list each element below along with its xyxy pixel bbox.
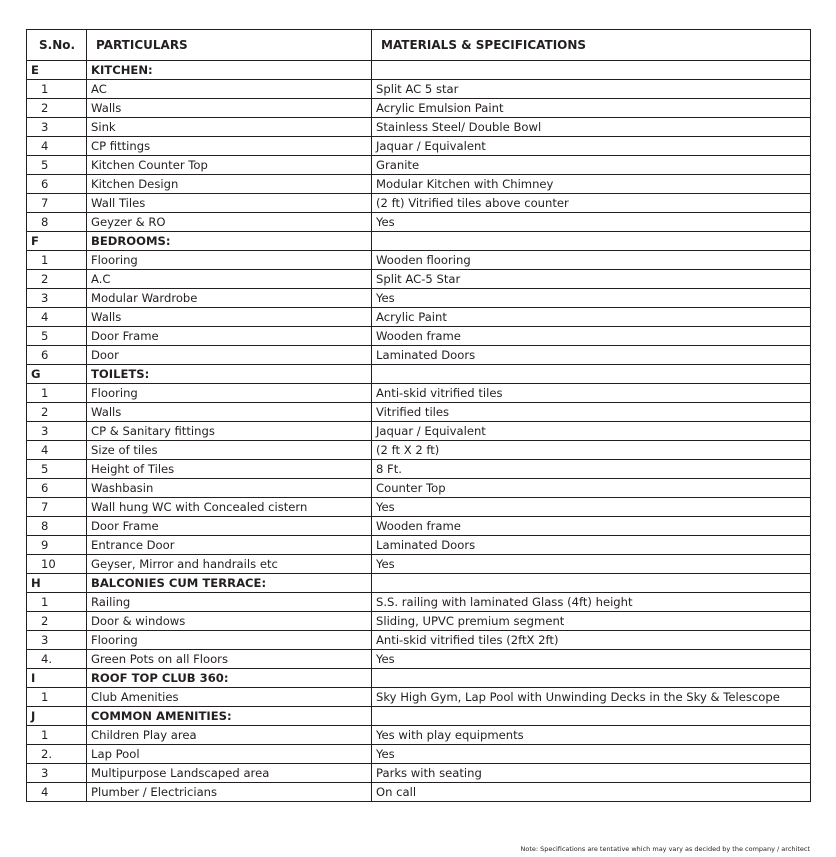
row-particular: Flooring <box>87 384 372 403</box>
row-number: 3 <box>27 118 87 137</box>
row-number: 4 <box>27 783 87 802</box>
row-number: 4 <box>27 308 87 327</box>
row-particular: Height of Tiles <box>87 460 372 479</box>
row-number: 1 <box>27 384 87 403</box>
column-header-sno: S.No. <box>27 30 87 61</box>
section-title: BALCONIES CUM TERRACE: <box>87 574 372 593</box>
row-specification: Wooden frame <box>372 517 811 536</box>
section-title: COMMON AMENITIES: <box>87 707 372 726</box>
table-row <box>27 441 811 460</box>
table-row <box>27 251 811 270</box>
row-particular: Geyser, Mirror and handrails etc <box>87 555 372 574</box>
table-row <box>27 137 811 156</box>
section-title: BEDROOMS: <box>87 232 372 251</box>
row-number: 2 <box>27 612 87 631</box>
row-specification: Acrylic Emulsion Paint <box>372 99 811 118</box>
section-code: H <box>27 574 87 593</box>
row-number: 3 <box>27 764 87 783</box>
row-particular: Walls <box>87 308 372 327</box>
row-particular: Geyzer & RO <box>87 213 372 232</box>
row-specification: Yes <box>372 745 811 764</box>
table-row <box>27 612 811 631</box>
table-row <box>27 536 811 555</box>
row-specification: Stainless Steel/ Double Bowl <box>372 118 811 137</box>
row-specification: Split AC-5 Star <box>372 270 811 289</box>
row-particular: Walls <box>87 99 372 118</box>
row-specification: Sky High Gym, Lap Pool with Unwinding Decks in the Sky & Telescope <box>372 688 811 707</box>
row-particular: Multipurpose Landscaped area <box>87 764 372 783</box>
table-row <box>27 384 811 403</box>
section-title: ROOF TOP CLUB 360: <box>87 669 372 688</box>
table-row <box>27 270 811 289</box>
row-specification: Laminated Doors <box>372 536 811 555</box>
section-empty-cell <box>372 574 811 593</box>
table-row <box>27 593 811 612</box>
row-specification: Yes <box>372 650 811 669</box>
section-row <box>27 574 811 593</box>
row-particular: CP & Sanitary fittings <box>87 422 372 441</box>
row-particular: CP fittings <box>87 137 372 156</box>
column-header-particulars: PARTICULARS <box>87 30 372 61</box>
row-specification: On call <box>372 783 811 802</box>
row-specification: (2 ft) Vitrified tiles above counter <box>372 194 811 213</box>
row-particular: A.C <box>87 270 372 289</box>
table-header-row <box>27 30 811 61</box>
section-row <box>27 232 811 251</box>
row-number: 1 <box>27 688 87 707</box>
table-row <box>27 764 811 783</box>
row-specification: Acrylic Paint <box>372 308 811 327</box>
table-row <box>27 346 811 365</box>
table-row <box>27 194 811 213</box>
row-specification: Yes with play equipments <box>372 726 811 745</box>
row-specification: Yes <box>372 213 811 232</box>
row-number: 4. <box>27 650 87 669</box>
table-row <box>27 327 811 346</box>
row-particular: Plumber / Electricians <box>87 783 372 802</box>
row-particular: Club Amenities <box>87 688 372 707</box>
section-code: E <box>27 61 87 80</box>
section-row <box>27 61 811 80</box>
table-row <box>27 783 811 802</box>
table-row <box>27 555 811 574</box>
row-particular: Door Frame <box>87 327 372 346</box>
section-empty-cell <box>372 707 811 726</box>
table-row <box>27 118 811 137</box>
section-empty-cell <box>372 232 811 251</box>
row-number: 5 <box>27 156 87 175</box>
row-specification: 8 Ft. <box>372 460 811 479</box>
row-specification: S.S. railing with laminated Glass (4ft) height <box>372 593 811 612</box>
row-specification: Jaquar / Equivalent <box>372 422 811 441</box>
table-row <box>27 80 811 99</box>
row-specification: (2 ft X 2 ft) <box>372 441 811 460</box>
table-row <box>27 175 811 194</box>
section-row <box>27 707 811 726</box>
row-particular: Wall Tiles <box>87 194 372 213</box>
row-number: 6 <box>27 479 87 498</box>
table-row <box>27 650 811 669</box>
footnote: Note: Specifications are tentative which may vary as decided by the company / architect <box>520 845 810 853</box>
table-row <box>27 479 811 498</box>
row-specification: Modular Kitchen with Chimney <box>372 175 811 194</box>
table-row <box>27 422 811 441</box>
row-specification: Wooden frame <box>372 327 811 346</box>
row-number: 5 <box>27 327 87 346</box>
table-row <box>27 213 811 232</box>
table-body <box>27 61 811 802</box>
specifications-table <box>26 29 811 802</box>
row-particular: Children Play area <box>87 726 372 745</box>
row-particular: Door & windows <box>87 612 372 631</box>
row-specification: Sliding, UPVC premium segment <box>372 612 811 631</box>
row-particular: Kitchen Counter Top <box>87 156 372 175</box>
row-number: 3 <box>27 422 87 441</box>
row-specification: Granite <box>372 156 811 175</box>
section-title: KITCHEN: <box>87 61 372 80</box>
row-number: 2. <box>27 745 87 764</box>
row-specification: Counter Top <box>372 479 811 498</box>
row-number: 4 <box>27 441 87 460</box>
row-particular: Flooring <box>87 251 372 270</box>
row-particular: Walls <box>87 403 372 422</box>
row-number: 2 <box>27 270 87 289</box>
section-empty-cell <box>372 669 811 688</box>
section-code: G <box>27 365 87 384</box>
row-specification: Laminated Doors <box>372 346 811 365</box>
row-specification: Anti-skid vitrified tiles <box>372 384 811 403</box>
row-particular: Sink <box>87 118 372 137</box>
row-specification: Vitrified tiles <box>372 403 811 422</box>
row-number: 8 <box>27 517 87 536</box>
row-particular: AC <box>87 80 372 99</box>
row-number: 3 <box>27 289 87 308</box>
row-specification: Yes <box>372 498 811 517</box>
row-particular: Washbasin <box>87 479 372 498</box>
row-particular: Size of tiles <box>87 441 372 460</box>
row-number: 1 <box>27 80 87 99</box>
table-row <box>27 745 811 764</box>
section-empty-cell <box>372 365 811 384</box>
row-number: 1 <box>27 726 87 745</box>
row-specification: Yes <box>372 555 811 574</box>
row-particular: Door <box>87 346 372 365</box>
row-particular: Railing <box>87 593 372 612</box>
row-particular: Wall hung WC with Concealed cistern <box>87 498 372 517</box>
row-particular: Door Frame <box>87 517 372 536</box>
table-row <box>27 726 811 745</box>
row-particular: Kitchen Design <box>87 175 372 194</box>
table-row <box>27 156 811 175</box>
section-title: TOILETS: <box>87 365 372 384</box>
row-specification: Parks with seating <box>372 764 811 783</box>
section-code: F <box>27 232 87 251</box>
table-row <box>27 517 811 536</box>
section-empty-cell <box>372 61 811 80</box>
row-number: 3 <box>27 631 87 650</box>
row-number: 6 <box>27 346 87 365</box>
row-number: 7 <box>27 498 87 517</box>
row-number: 9 <box>27 536 87 555</box>
section-code: I <box>27 669 87 688</box>
row-number: 6 <box>27 175 87 194</box>
row-particular: Green Pots on all Floors <box>87 650 372 669</box>
table-row <box>27 289 811 308</box>
table-row <box>27 688 811 707</box>
table-row <box>27 403 811 422</box>
row-number: 1 <box>27 593 87 612</box>
row-particular: Modular Wardrobe <box>87 289 372 308</box>
row-number: 7 <box>27 194 87 213</box>
table-row <box>27 308 811 327</box>
row-number: 2 <box>27 99 87 118</box>
table-row <box>27 631 811 650</box>
row-particular: Entrance Door <box>87 536 372 555</box>
row-specification: Jaquar / Equivalent <box>372 137 811 156</box>
column-header-specifications: MATERIALS & SPECIFICATIONS <box>372 30 811 61</box>
row-particular: Flooring <box>87 631 372 650</box>
row-specification: Yes <box>372 289 811 308</box>
table-row <box>27 460 811 479</box>
row-specification: Anti-skid vitrified tiles (2ftX 2ft) <box>372 631 811 650</box>
section-code: J <box>27 707 87 726</box>
row-specification: Split AC 5 star <box>372 80 811 99</box>
row-number: 10 <box>27 555 87 574</box>
row-number: 5 <box>27 460 87 479</box>
row-particular: Lap Pool <box>87 745 372 764</box>
row-number: 4 <box>27 137 87 156</box>
row-number: 2 <box>27 403 87 422</box>
row-specification: Wooden flooring <box>372 251 811 270</box>
table-row <box>27 498 811 517</box>
row-number: 1 <box>27 251 87 270</box>
table-row <box>27 99 811 118</box>
row-number: 8 <box>27 213 87 232</box>
section-row <box>27 365 811 384</box>
section-row <box>27 669 811 688</box>
